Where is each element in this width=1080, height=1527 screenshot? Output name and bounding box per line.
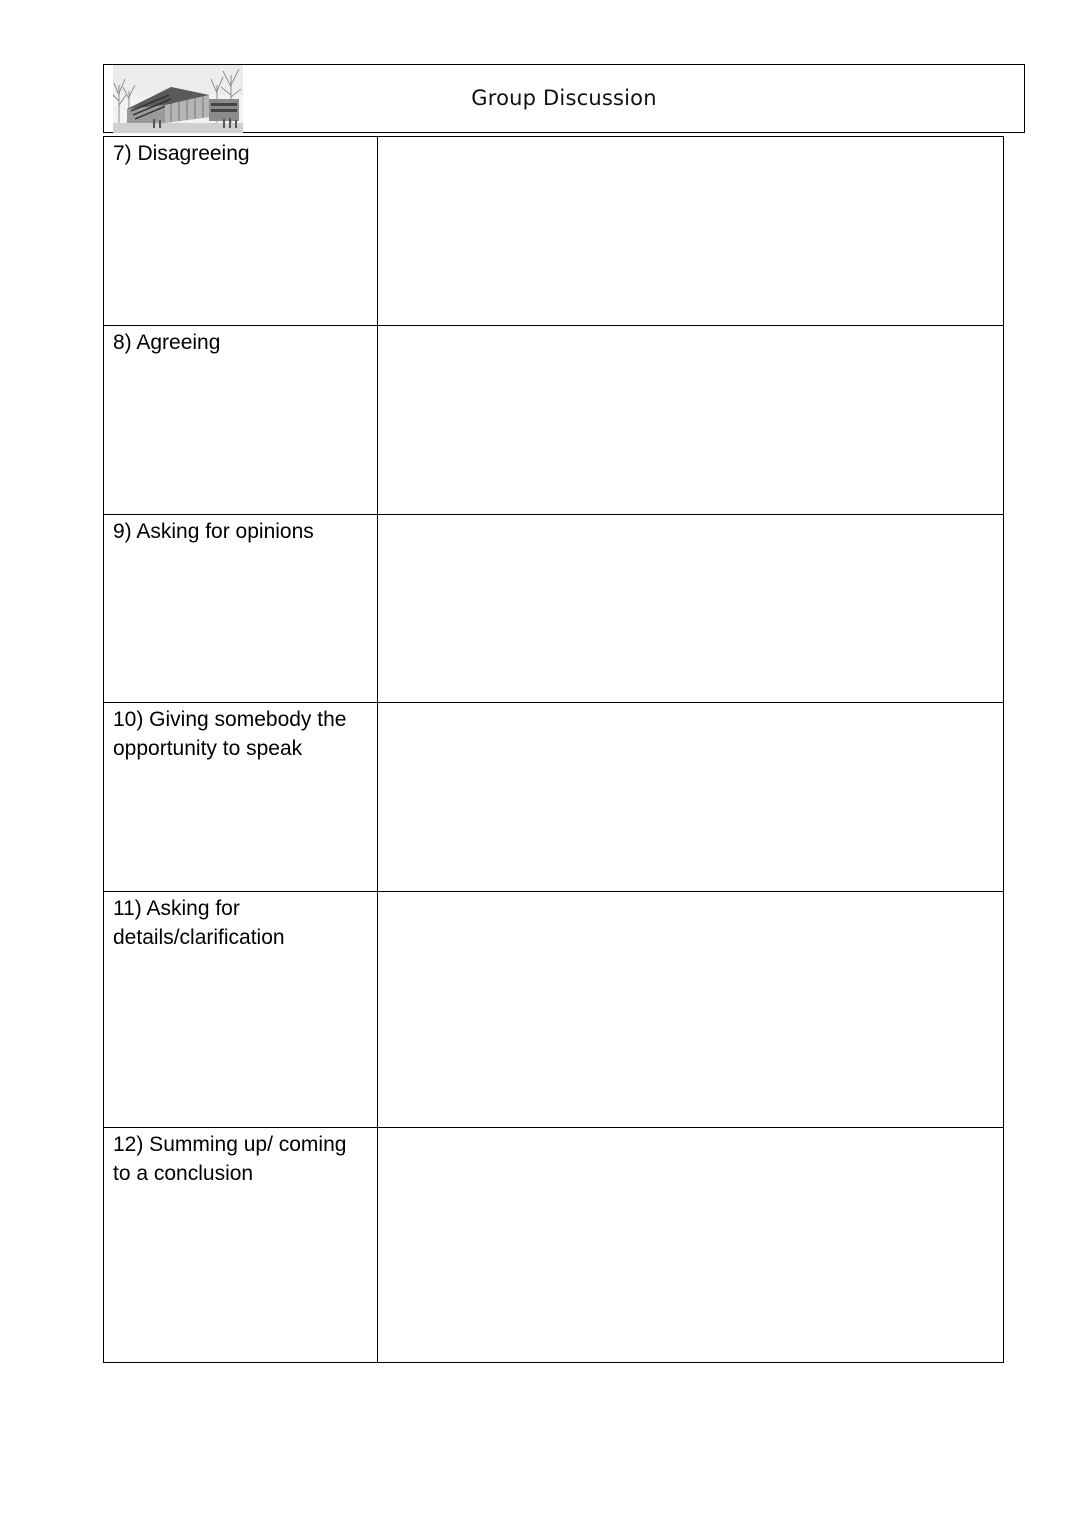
table-row [104, 703, 1004, 892]
table-row [104, 326, 1004, 515]
row-label: 12) Summing up/ coming to a conclusion [113, 1133, 347, 1185]
table-row [104, 515, 1004, 703]
row-label: 9) Asking for opinions [113, 520, 314, 543]
row-label-cell [104, 892, 378, 1128]
page-title: Group Discussion [471, 86, 657, 110]
row-label: 11) Asking for details/clarification [113, 897, 285, 949]
worksheet-header [103, 64, 1025, 133]
row-label-cell [104, 137, 378, 326]
row-label-cell [104, 1128, 378, 1363]
table-row [104, 1128, 1004, 1363]
table-row [104, 892, 1004, 1128]
answer-cell[interactable] [378, 892, 1004, 1128]
answer-cell[interactable] [378, 1128, 1004, 1363]
answer-cell[interactable] [378, 703, 1004, 892]
row-label: 7) Disagreeing [113, 142, 250, 165]
row-label-cell [104, 326, 378, 515]
answer-cell[interactable] [378, 137, 1004, 326]
phrases-table [103, 136, 1004, 1363]
row-label-cell [104, 703, 378, 892]
answer-cell[interactable] [378, 326, 1004, 515]
row-label: 8) Agreeing [113, 331, 221, 354]
row-label-cell [104, 515, 378, 703]
row-label: 10) Giving somebody the opportunity to speak [113, 708, 347, 760]
table-row [104, 137, 1004, 326]
answer-cell[interactable] [378, 515, 1004, 703]
